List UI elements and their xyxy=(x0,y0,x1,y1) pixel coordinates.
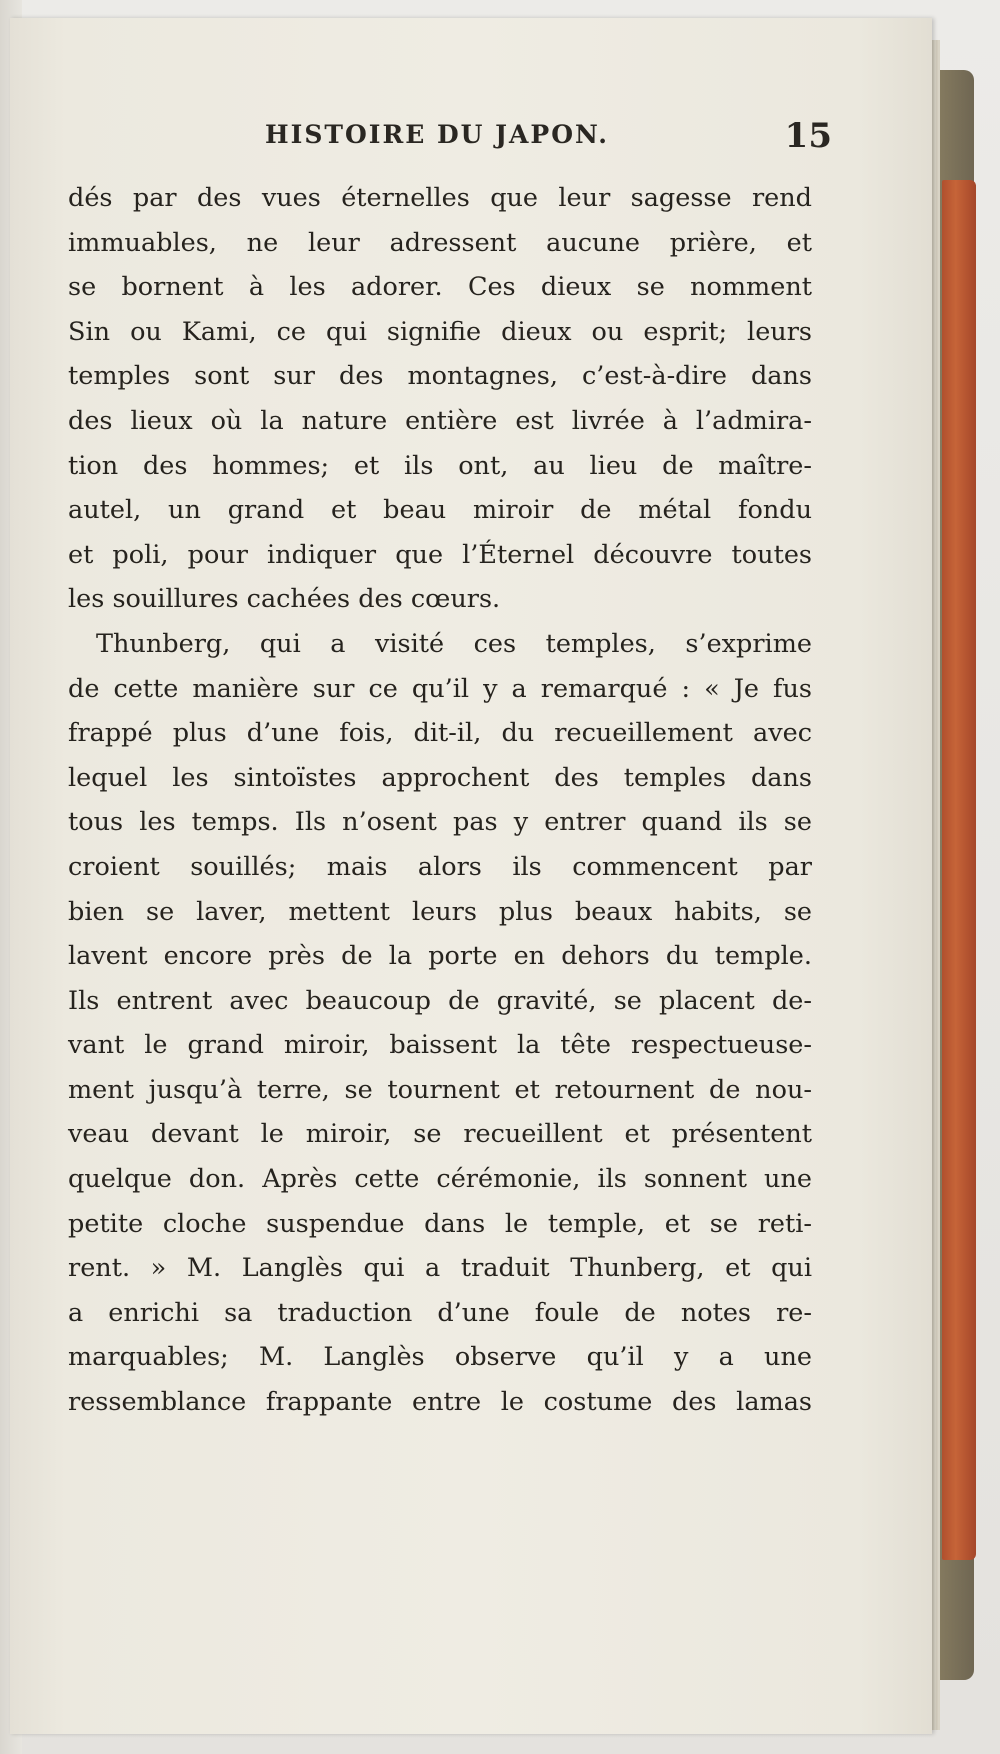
text-line: vant le grand miroir, baissent la tête respectueuse- xyxy=(68,1030,812,1061)
page-number: 15 xyxy=(784,116,832,156)
text-line: immuables, ne leur adressent aucune prière, et xyxy=(68,227,812,258)
text-line: Thunberg, qui a visité ces temples, s’exprime xyxy=(96,628,812,659)
leather-spine xyxy=(942,180,976,1560)
text-line: ressemblance frappante entre le costume des lamas xyxy=(68,1387,812,1418)
text-line: Ils entrent avec beaucoup de gravité, se placent de- xyxy=(68,985,812,1016)
text-line: et poli, pour indiquer que l’Éternel découvre toutes xyxy=(68,539,812,570)
text-line: les souillures cachées des cœurs. xyxy=(68,584,501,615)
text-line: lequel les sintoïstes approchent des temples dans xyxy=(68,762,812,793)
text-line: temples sont sur des montagnes, c’est-à-dire dans xyxy=(68,361,812,392)
text-line: tous les temps. Ils n’osent pas y entrer quand ils se xyxy=(68,807,812,838)
text-line: lavent encore près de la porte en dehors du temple. xyxy=(68,941,812,972)
text-line: rent. » M. Langlès qui a traduit Thunberg, et qui xyxy=(68,1253,812,1284)
running-title: HISTOIRE DU JAPON. xyxy=(265,120,609,149)
body-text xyxy=(68,176,812,1425)
text-line: dés par des vues éternelles que leur sagesse rend xyxy=(68,183,812,213)
text-line: bien se laver, mettent leurs plus beaux habits, se xyxy=(68,896,812,927)
text-line: marquables; M. Langlès observe qu’il y a une xyxy=(68,1342,812,1373)
text-line: frappé plus d’une fois, dit-il, du recueillement avec xyxy=(68,718,812,749)
text-line: de cette manière sur ce qu’il y a remarqué : « Je fus xyxy=(68,673,812,704)
text-line: veau devant le miroir, se recueillent et présentent xyxy=(68,1119,812,1150)
text-line: des lieux où la nature entière est livrée à l’admira- xyxy=(68,405,812,436)
text-line: a enrichi sa traduction d’une foule de notes re- xyxy=(68,1297,812,1328)
text-line: se bornent à les adorer. Ces dieux se nomment xyxy=(68,272,812,303)
text-line: autel, un grand et beau miroir de métal fondu xyxy=(68,495,812,526)
text-line: petite cloche suspendue dans le temple, et se reti- xyxy=(68,1208,812,1239)
text-line: Sin ou Kami, ce qui signifie dieux ou esprit; leurs xyxy=(68,316,812,347)
book-page xyxy=(10,18,932,1734)
text-line: croient souillés; mais alors ils commencent par xyxy=(68,851,812,882)
text-line: ment jusqu’à terre, se tournent et retournent de nou- xyxy=(68,1074,812,1105)
text-line: quelque don. Après cette cérémonie, ils sonnent une xyxy=(68,1164,812,1195)
page-header xyxy=(70,118,832,166)
text-line: tion des hommes; et ils ont, au lieu de maître- xyxy=(68,450,812,481)
